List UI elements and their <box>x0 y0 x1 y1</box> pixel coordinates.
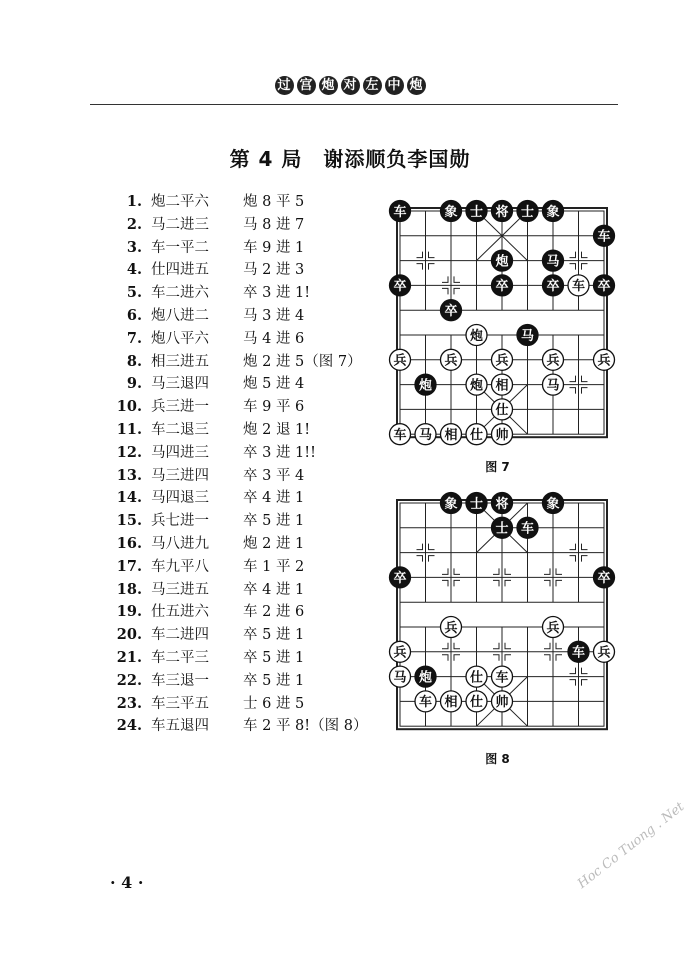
piece-label: 相 <box>444 428 458 443</box>
piece-red <box>390 424 411 445</box>
watermark: Hoc Co Tuong . Net <box>575 799 688 892</box>
red-move: 马三进五 <box>151 581 209 598</box>
piece-black <box>415 374 436 395</box>
black-move: 马 3 进 4 <box>243 307 305 324</box>
move-number: 9. <box>126 375 142 393</box>
red-move: 车二进六 <box>151 285 209 302</box>
piece-black <box>390 567 411 588</box>
red-move: 车二平三 <box>151 649 209 666</box>
move-row <box>112 191 382 214</box>
piece-label: 仕 <box>469 695 484 711</box>
piece-label: 兵 <box>495 353 509 369</box>
piece-black <box>492 275 513 296</box>
piece-red <box>415 691 436 712</box>
piece-black <box>543 201 564 222</box>
piece-black <box>492 201 513 222</box>
move-row <box>112 647 382 670</box>
piece-label: 卒 <box>597 279 611 295</box>
piece-label: 兵 <box>546 620 560 636</box>
move-row <box>112 533 382 556</box>
piece-black <box>517 325 538 346</box>
black-move: 车 9 平 6 <box>243 399 305 416</box>
piece-black <box>390 201 411 222</box>
piece-label: 卒 <box>393 571 407 587</box>
piece-label: 相 <box>495 378 509 394</box>
piece-label: 士 <box>469 204 484 220</box>
piece-label: 车 <box>520 521 535 537</box>
piece-red <box>594 349 615 370</box>
red-move: 兵三进一 <box>151 399 209 416</box>
move-number: 13. <box>116 466 142 484</box>
move-number: 20. <box>116 626 142 644</box>
red-move: 炮八进二 <box>151 307 209 324</box>
red-move: 车二退三 <box>151 421 209 438</box>
piece-label: 兵 <box>444 620 458 636</box>
diagram-figure-7 <box>375 196 620 476</box>
board-7 <box>375 196 620 454</box>
black-move: 卒 3 平 4 <box>243 467 305 484</box>
move-number: 2. <box>126 215 142 233</box>
red-move: 炮八平六 <box>151 330 209 347</box>
header-rule <box>90 104 618 105</box>
black-move: 车 2 进 6 <box>243 604 305 621</box>
move-number: 14. <box>116 489 142 507</box>
red-move: 马三退四 <box>151 376 209 393</box>
piece-label: 仕 <box>469 428 484 443</box>
piece-red <box>466 666 487 687</box>
move-number: 1. <box>126 193 142 210</box>
move-row <box>112 510 382 533</box>
red-move: 车三平五 <box>151 695 209 712</box>
black-move: 卒 5 进 1 <box>243 672 305 689</box>
header-char: 宫 <box>297 76 316 95</box>
piece-black <box>492 517 513 538</box>
move-row <box>112 487 382 510</box>
move-number: 17. <box>116 557 142 575</box>
header-char: 炮 <box>407 76 426 95</box>
black-move: 卒 5 进 1 <box>243 513 305 530</box>
black-move: 马 4 进 6 <box>243 330 305 347</box>
move-row <box>112 259 382 282</box>
piece-label: 象 <box>546 496 560 512</box>
red-move: 炮二平六 <box>151 194 209 210</box>
piece-label: 仕 <box>495 403 509 419</box>
piece-black <box>543 275 564 296</box>
piece-label: 兵 <box>393 353 407 369</box>
piece-red <box>441 349 462 370</box>
red-move: 马八进九 <box>151 535 209 552</box>
move-number: 18. <box>116 580 142 598</box>
black-move: 车 9 进 1 <box>243 239 305 256</box>
piece-label: 仕 <box>469 670 484 686</box>
move-row <box>112 214 382 237</box>
piece-red <box>390 666 411 687</box>
piece-label: 卒 <box>393 279 407 295</box>
black-move: 马 8 进 7 <box>243 216 305 233</box>
diagram-caption: 图 7 <box>485 460 510 474</box>
piece-label: 帅 <box>495 695 509 711</box>
black-move: 卒 5 进 1 <box>243 649 305 666</box>
move-number: 12. <box>116 443 142 461</box>
page-number: · 4 · <box>110 873 144 892</box>
piece-label: 兵 <box>546 353 560 369</box>
move-row <box>112 237 382 260</box>
piece-label: 卒 <box>546 279 560 295</box>
piece-red <box>441 691 462 712</box>
piece-black <box>594 567 615 588</box>
move-number: 7. <box>126 329 142 347</box>
piece-label: 马 <box>546 254 560 270</box>
move-row <box>112 693 382 716</box>
piece-label: 炮 <box>495 254 509 270</box>
piece-black <box>466 201 487 222</box>
move-row <box>112 328 382 351</box>
piece-label: 象 <box>444 496 458 512</box>
header-char: 左 <box>363 76 382 95</box>
header-char: 对 <box>341 76 360 95</box>
black-move: 车 2 平 8!（图 8） <box>243 718 368 735</box>
move-number: 11. <box>116 420 142 438</box>
move-row <box>112 556 382 579</box>
piece-red <box>415 424 436 445</box>
move-number: 21. <box>116 648 142 666</box>
piece-label: 马 <box>393 670 407 686</box>
red-move: 车二进四 <box>151 627 209 644</box>
piece-label: 炮 <box>418 670 433 686</box>
move-list <box>112 191 382 738</box>
red-move: 仕五进六 <box>151 604 209 621</box>
move-row <box>112 715 382 738</box>
black-move: 卒 3 进 1! <box>243 285 311 302</box>
piece-red <box>492 374 513 395</box>
piece-black <box>594 275 615 296</box>
move-number: 3. <box>126 238 142 256</box>
move-row <box>112 351 382 374</box>
piece-red <box>466 374 487 395</box>
piece-label: 兵 <box>597 645 611 661</box>
black-move: 卒 4 进 1 <box>243 581 305 598</box>
piece-label: 车 <box>571 279 586 295</box>
black-move: 马 2 进 3 <box>243 262 305 279</box>
red-move: 车五退四 <box>151 718 209 735</box>
piece-label: 卒 <box>597 571 611 587</box>
piece-label: 象 <box>546 204 560 220</box>
black-move: 车 1 平 2 <box>243 558 305 575</box>
piece-black <box>492 493 513 514</box>
piece-red <box>543 374 564 395</box>
game-title: 第 4 局 谢添顺负李国勋 <box>229 147 471 171</box>
piece-label: 车 <box>597 229 611 245</box>
black-move: 卒 5 进 1 <box>243 627 305 644</box>
piece-red <box>441 424 462 445</box>
piece-label: 车 <box>393 428 407 443</box>
piece-label: 兵 <box>597 353 611 369</box>
piece-red <box>466 424 487 445</box>
piece-black <box>543 493 564 514</box>
move-number: 16. <box>116 534 142 552</box>
piece-red <box>543 349 564 370</box>
piece-red <box>466 325 487 346</box>
move-number: 15. <box>116 512 142 530</box>
move-row <box>112 282 382 305</box>
piece-black <box>441 300 462 321</box>
move-number: 10. <box>116 398 142 416</box>
move-number: 8. <box>126 352 142 370</box>
piece-black <box>594 225 615 246</box>
piece-label: 兵 <box>444 353 458 369</box>
piece-label: 马 <box>418 428 433 443</box>
diagram-caption: 图 8 <box>485 752 510 766</box>
piece-red <box>390 641 411 662</box>
move-number: 24. <box>116 717 142 735</box>
piece-label: 帅 <box>495 428 509 443</box>
move-row <box>112 601 382 624</box>
move-number: 5. <box>126 284 142 302</box>
piece-red <box>543 617 564 638</box>
red-move: 仕四进五 <box>151 262 209 279</box>
header-char: 中 <box>385 76 404 95</box>
move-row <box>112 670 382 693</box>
piece-red <box>492 691 513 712</box>
running-header <box>0 74 700 95</box>
piece-black <box>466 493 487 514</box>
piece-label: 士 <box>495 521 509 537</box>
piece-label: 车 <box>418 695 433 711</box>
red-move: 车九平八 <box>151 558 209 575</box>
header-char: 炮 <box>319 76 338 95</box>
move-number: 6. <box>126 306 142 324</box>
piece-black <box>441 493 462 514</box>
move-row <box>112 624 382 647</box>
red-move: 马二进三 <box>151 216 209 233</box>
piece-label: 马 <box>520 328 535 344</box>
piece-black <box>492 250 513 271</box>
piece-black <box>415 666 436 687</box>
piece-black <box>543 250 564 271</box>
black-move: 卒 3 进 1!! <box>243 444 316 461</box>
piece-black <box>517 517 538 538</box>
piece-label: 卒 <box>495 279 509 295</box>
move-number: 23. <box>116 694 142 712</box>
diagram-figure-8 <box>375 488 620 768</box>
piece-black <box>390 275 411 296</box>
red-move: 马四退三 <box>151 490 209 507</box>
piece-black <box>441 201 462 222</box>
piece-label: 士 <box>469 496 484 512</box>
piece-label: 炮 <box>469 378 484 394</box>
move-row <box>112 442 382 465</box>
move-row <box>112 579 382 602</box>
move-row <box>112 305 382 328</box>
move-row <box>112 419 382 442</box>
piece-label: 炮 <box>418 378 433 394</box>
red-move: 车三退一 <box>151 672 209 689</box>
black-move: 卒 4 进 1 <box>243 490 305 507</box>
red-move: 马四进三 <box>151 444 209 461</box>
piece-label: 士 <box>520 204 535 220</box>
piece-red <box>466 691 487 712</box>
piece-black <box>568 641 589 662</box>
piece-red <box>492 399 513 420</box>
piece-label: 车 <box>495 670 509 686</box>
red-move: 兵七进一 <box>151 513 209 530</box>
black-move: 士 6 进 5 <box>243 695 305 712</box>
piece-label: 车 <box>571 645 586 661</box>
header-char: 过 <box>275 76 294 95</box>
piece-label: 炮 <box>469 328 484 344</box>
piece-label: 马 <box>546 378 560 394</box>
piece-red <box>594 641 615 662</box>
piece-red <box>390 349 411 370</box>
piece-red <box>492 666 513 687</box>
move-row <box>112 373 382 396</box>
red-move: 相三进五 <box>151 353 209 370</box>
black-move: 炮 5 进 4 <box>243 376 305 393</box>
red-move: 车一平二 <box>151 239 209 256</box>
red-move: 马三进四 <box>151 467 209 484</box>
piece-red <box>441 617 462 638</box>
piece-label: 相 <box>444 695 458 711</box>
move-row <box>112 465 382 488</box>
black-move: 炮 8 平 5 <box>243 194 305 210</box>
piece-red <box>568 275 589 296</box>
board-8 <box>375 488 620 746</box>
black-move: 炮 2 退 1! <box>243 421 311 438</box>
running-header-title <box>275 76 426 95</box>
move-number: 4. <box>126 261 142 279</box>
piece-label: 将 <box>495 496 509 512</box>
piece-red <box>492 424 513 445</box>
piece-label: 象 <box>444 204 458 220</box>
piece-label: 兵 <box>393 645 407 661</box>
black-move: 炮 2 进 1 <box>243 535 305 552</box>
move-row <box>112 396 382 419</box>
piece-red <box>492 349 513 370</box>
piece-label: 卒 <box>444 304 458 319</box>
black-move: 炮 2 进 5（图 7） <box>243 353 362 370</box>
piece-label: 车 <box>393 204 407 220</box>
move-number: 19. <box>116 603 142 621</box>
piece-black <box>517 201 538 222</box>
piece-label: 将 <box>495 204 509 220</box>
move-number: 22. <box>116 671 142 689</box>
